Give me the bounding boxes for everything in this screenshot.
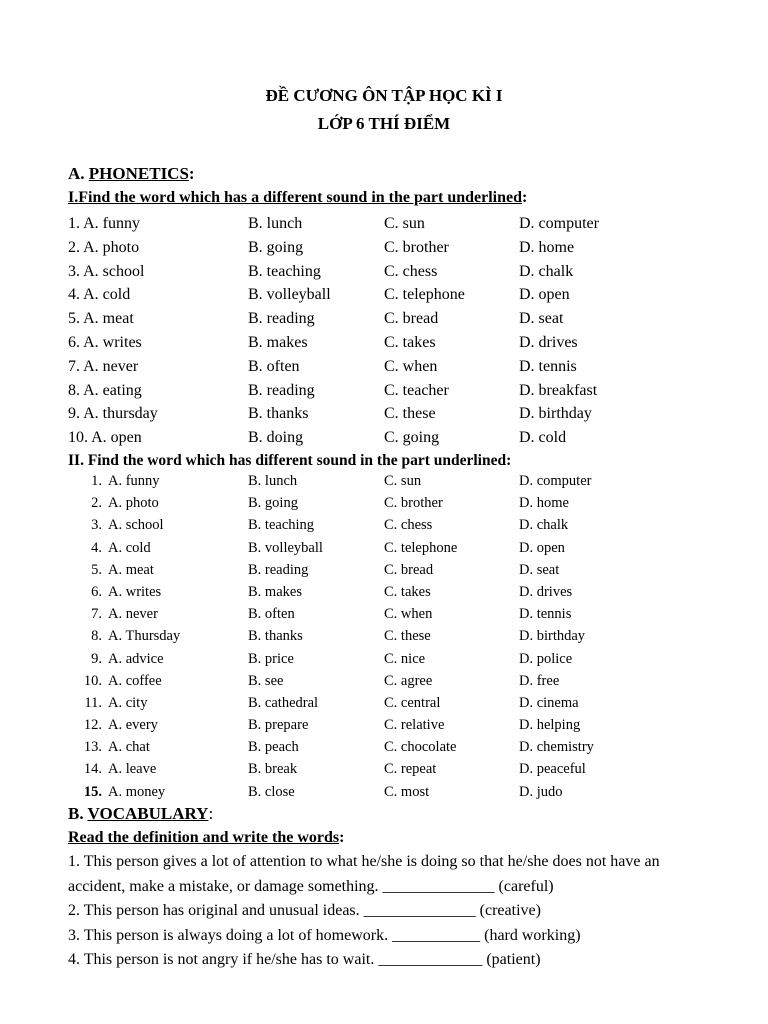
question-row [68, 236, 748, 260]
option-b: B. volleyball [248, 539, 323, 556]
section-b-prefix: B. [68, 804, 88, 823]
option-d: D. peaceful [519, 761, 586, 778]
question-row [68, 514, 748, 536]
option-d: D. open [519, 539, 565, 556]
option-c: C. agree [384, 672, 433, 689]
option-a: 6. A. writes [68, 333, 142, 351]
document-subtitle: LỚP 6 THÍ ĐIỂM [317, 114, 451, 133]
question-row [68, 692, 748, 714]
option-d: D. birthday [519, 628, 586, 645]
option-a: A. funny [108, 473, 160, 489]
option-c: C. central [384, 694, 441, 711]
option-a: 9. A. thursday [68, 405, 158, 423]
option-d: D. helping [519, 717, 581, 734]
question-number: 14. [83, 761, 102, 778]
option-a: A. chat [108, 739, 150, 756]
vocab-item: 4. This person is not angry if he/she has to wait. _____________ (patient) [68, 951, 541, 968]
vocab-instruction [68, 829, 344, 847]
question-row [68, 581, 748, 603]
part1-question-list [68, 212, 748, 450]
option-a: A. coffee [108, 672, 162, 689]
option-a: A. photo [108, 495, 159, 512]
question-row [68, 307, 748, 331]
section-a-heading [68, 164, 195, 184]
option-c: C. chocolate [384, 739, 457, 756]
option-d: D. drives [519, 583, 573, 600]
option-a: A. leave [108, 761, 157, 778]
option-c: C. these [384, 405, 436, 423]
option-c: C. brother [384, 495, 443, 512]
section-b-heading [68, 804, 213, 824]
question-row [68, 714, 748, 736]
section-b-suffix: : [208, 804, 214, 823]
option-b: B. cathedral [248, 694, 319, 711]
option-b: B. close [248, 783, 295, 800]
question-row [68, 331, 748, 355]
option-d: D. birthday [519, 405, 592, 423]
option-c: C. telephone [384, 286, 465, 304]
option-b: B. going [248, 495, 298, 512]
option-b: B. prepare [248, 717, 309, 734]
option-c: C. sun [384, 473, 422, 489]
vocab-instruction-text: Read the definition and write the words [68, 829, 340, 846]
option-b: B. makes [248, 583, 302, 600]
question-row [68, 625, 748, 647]
option-c: C. takes [384, 583, 431, 600]
option-a: A. school [108, 517, 164, 534]
option-b: B. see [248, 672, 284, 689]
question-number: 11. [84, 694, 102, 711]
vocab-item: 2. This person has original and unusual ideas. ______________ (creative) [68, 902, 541, 919]
option-d: D. drives [519, 333, 578, 351]
question-row [68, 260, 748, 284]
option-d: D. free [519, 672, 560, 689]
vocab-instruction-suffix: : [339, 829, 345, 846]
option-a: 8. A. eating [68, 381, 142, 399]
option-d: D. chalk [519, 517, 569, 534]
option-a: A. never [108, 606, 158, 623]
part1-instruction-text: I.Find the word which has a different sound in the part underlined [68, 189, 522, 206]
option-c: C. when [384, 606, 433, 623]
vocab-item: 3. This person is always doing a lot of homework. ___________ (hard working) [68, 927, 581, 944]
option-d: D. open [519, 286, 570, 304]
option-b: B. often [248, 357, 300, 375]
option-d: D. home [519, 495, 569, 512]
question-row [68, 402, 748, 426]
question-row [68, 379, 748, 403]
question-row [68, 758, 748, 780]
question-number: 4. [91, 539, 102, 556]
option-c: C. sun [384, 215, 425, 232]
option-c: C. takes [384, 333, 436, 351]
section-a-prefix: A. [68, 164, 89, 183]
option-a: A. every [108, 717, 158, 734]
question-number: 13. [83, 739, 102, 756]
question-row [68, 781, 748, 803]
option-b: B. teaching [248, 262, 321, 280]
part1-instruction-suffix: : [522, 189, 528, 206]
question-number: 15. [83, 783, 102, 800]
part2-question-list [68, 470, 748, 803]
option-a: A. money [108, 783, 166, 800]
option-b: B. going [248, 238, 304, 256]
option-a: 10. A. open [68, 429, 142, 447]
option-d: D. cold [519, 429, 567, 447]
option-a: A. city [108, 694, 148, 711]
option-c: C. bread [384, 561, 434, 578]
question-number: 7. [91, 606, 102, 623]
option-a: 4. A. cold [68, 286, 131, 304]
option-d: D. computer [519, 215, 599, 232]
option-b: B. thanks [248, 405, 309, 423]
option-d: D. judo [519, 783, 563, 800]
option-a: A. meat [108, 561, 154, 578]
question-row [68, 426, 748, 450]
option-a: 3. A. school [68, 262, 145, 280]
option-b: B. reading [248, 381, 315, 399]
option-b: B. price [248, 650, 294, 667]
question-number: 5. [91, 561, 102, 578]
option-c: C. bread [384, 310, 439, 328]
option-b: B. makes [248, 333, 308, 351]
question-row [68, 670, 748, 692]
option-d: D. home [519, 238, 575, 256]
option-b: B. peach [248, 739, 299, 756]
document-title: ĐỀ CƯƠNG ÔN TẬP HỌC KÌ I [265, 86, 503, 105]
option-b: B. often [248, 606, 295, 623]
option-c: C. relative [384, 717, 445, 734]
option-d: D. chemistry [519, 739, 594, 756]
question-row [68, 212, 748, 236]
option-a: 5. A. meat [68, 310, 134, 328]
option-d: D. computer [519, 473, 592, 489]
question-number: 1. [91, 473, 102, 489]
question-number: 8. [91, 628, 102, 645]
option-b: B. thanks [248, 628, 303, 645]
question-number: 12. [83, 717, 102, 734]
question-row [68, 559, 748, 581]
option-b: B. reading [248, 561, 309, 578]
option-d: D. chalk [519, 262, 574, 280]
option-c: C. these [384, 628, 431, 645]
question-row [68, 492, 748, 514]
option-d: D. tennis [519, 606, 572, 623]
section-b-name: VOCABULARY [87, 804, 209, 823]
option-a: 1. A. funny [68, 215, 140, 232]
question-row [68, 648, 748, 670]
option-b: B. volleyball [248, 286, 331, 304]
question-number: 6. [91, 583, 102, 600]
question-row [68, 283, 748, 307]
option-d: D. cinema [519, 694, 579, 711]
option-d: D. tennis [519, 357, 577, 375]
option-a: 7. A. never [68, 357, 139, 375]
part1-instruction [68, 189, 527, 207]
question-row [68, 736, 748, 758]
option-c: C. chess [384, 262, 438, 280]
question-row [68, 470, 748, 492]
option-b: B. doing [248, 429, 304, 447]
part2-instruction: II. Find the word which has different sound in the part underlined: [68, 452, 512, 469]
option-b: B. break [248, 761, 298, 778]
option-b: B. reading [248, 310, 315, 328]
section-a-name: PHONETICS [88, 164, 189, 183]
option-d: D. seat [519, 561, 560, 578]
option-c: C. when [384, 357, 438, 375]
option-c: C. going [384, 429, 440, 447]
question-row [68, 537, 748, 559]
question-row [68, 355, 748, 379]
option-b: B. lunch [248, 473, 298, 489]
option-b: B. lunch [248, 215, 303, 232]
option-c: C. nice [384, 650, 426, 667]
question-number: 10. [83, 672, 102, 689]
section-a-suffix: : [188, 164, 195, 183]
option-c: C. teacher [384, 381, 449, 399]
option-c: C. repeat [384, 761, 437, 778]
option-d: D. breakfast [519, 381, 598, 399]
option-a: A. Thursday [108, 628, 181, 645]
option-a: A. writes [108, 583, 162, 600]
question-number: 9. [91, 650, 102, 667]
option-a: A. advice [108, 650, 164, 667]
option-c: C. telephone [384, 539, 458, 556]
option-a: 2. A. photo [68, 238, 140, 256]
question-number: 3. [91, 517, 102, 534]
question-number: 2. [91, 495, 102, 512]
vocab-item: 1. This person gives a lot of attention to what he/she is doing so that he/she does not have an accident, make a mistake, or damage something. ______________ (careful) [68, 853, 660, 895]
option-c: C. brother [384, 238, 449, 256]
option-d: D. seat [519, 310, 564, 328]
option-c: C. most [384, 783, 430, 800]
option-b: B. teaching [248, 517, 315, 534]
question-row [68, 603, 748, 625]
option-a: A. cold [108, 539, 151, 556]
option-c: C. chess [384, 517, 433, 534]
option-d: D. police [519, 650, 573, 667]
